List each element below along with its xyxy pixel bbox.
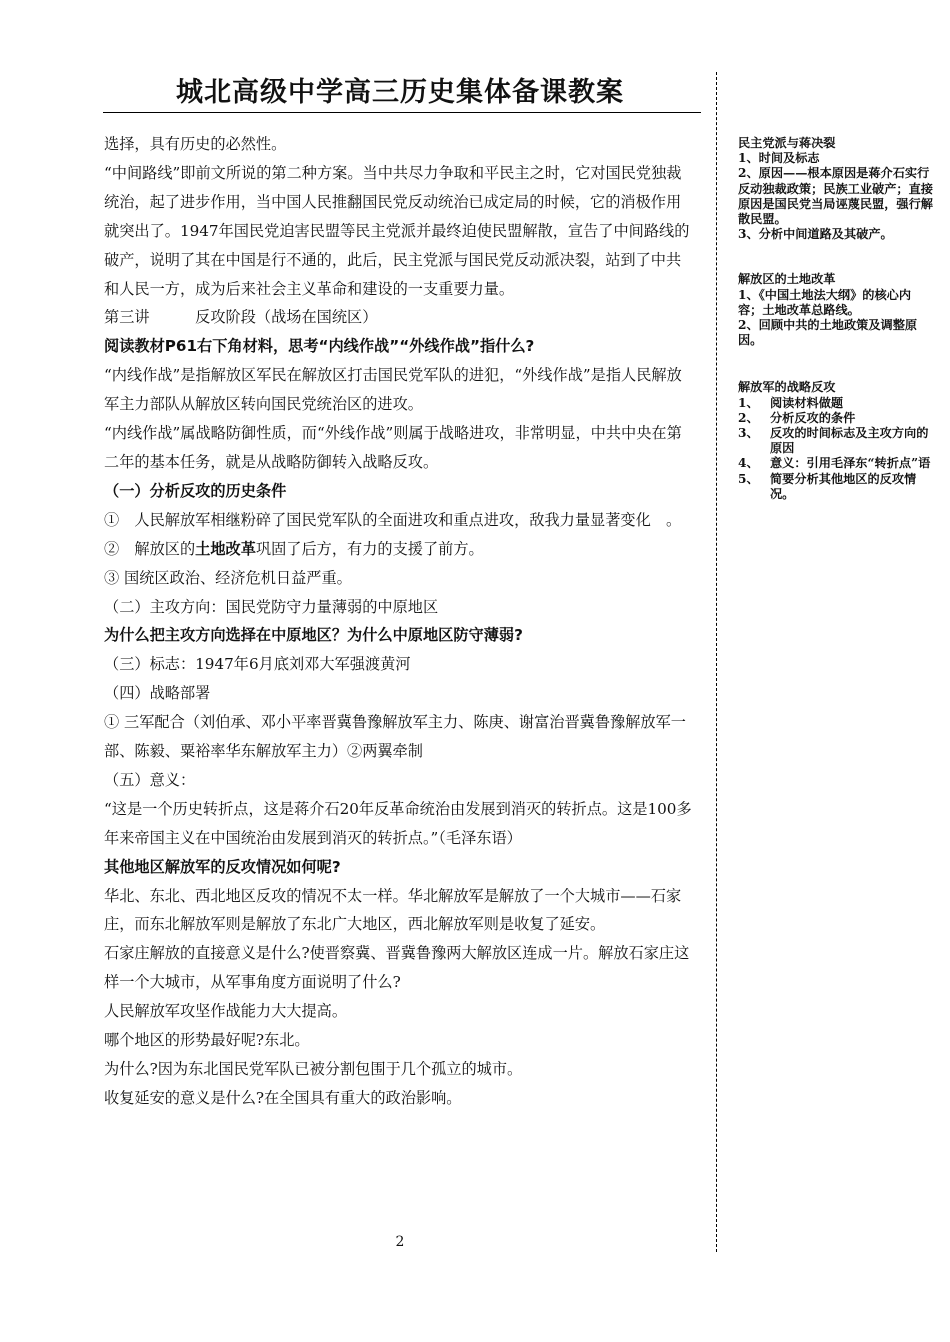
note-title: 解放区的土地改革 xyxy=(738,272,836,287)
note-spacer xyxy=(738,348,934,380)
margin-notes xyxy=(738,136,934,502)
condition-text: 巩固了后方，有力的支援了前方。 xyxy=(255,539,484,558)
note-number: 1、 xyxy=(738,395,759,410)
note-text: 分析反攻的条件 xyxy=(770,410,856,425)
note-number: 3、 xyxy=(738,426,759,441)
condition-item: ③ 国统区政治、经济危机日益严重。 xyxy=(104,568,352,587)
note-text: 阅读材料做题 xyxy=(770,395,844,410)
paragraph: 选择，具有历史的必然性。 xyxy=(104,135,287,153)
paragraph: 石家庄解放的直接意义是什么?使晋察冀、晋冀鲁豫两大解放区连成一片。解放石家庄这样一个大城市，从军事角度方面说明了什么? xyxy=(104,944,690,992)
note-text: 反攻的时间标志及主攻方向的原因 xyxy=(770,426,929,456)
paragraph: “中间路线”即前文所说的第二种方案。当中共尽力争取和平民主之时，它对国民党独裁统治，起了进步作用，当中国人民推翻国民党反动统治已成定局的时候，它的消极作用就突出了。1947年国民党迫害民盟等民主党派并最终迫使民盟解散，宣告了中间路线的破产，说明了其在中国是行不通的，此后，民主党派与国民党反动派决裂，站到了中共和人民一方，成为后来社会主义革命和建设的一支重要力量。 xyxy=(104,163,690,298)
note-number: 5、 xyxy=(738,471,759,486)
note-item xyxy=(738,426,934,456)
section-heading: （二）主攻方向：国民党防守力量薄弱的中原地区 xyxy=(104,597,439,616)
section-heading: （三）标志：1947年6月底刘邓大军强渡黄河 xyxy=(104,655,411,674)
note-title: 解放军的战略反攻 xyxy=(738,380,836,395)
note-text: 意义：引用毛泽东“转折点”语 xyxy=(770,456,931,471)
page-number: 2 xyxy=(395,1234,405,1250)
note-number: 4、 xyxy=(738,456,759,471)
paragraph: “内线作战”是指解放区军民在解放区打击国民党军队的进犯，“外线作战”是指人民解放军主力部队从解放区转向国民党统治区的进攻。 xyxy=(104,366,682,414)
note-text: 简要分析其他地区的反攻情况。 xyxy=(770,471,917,501)
note-item xyxy=(738,396,934,411)
note-item: 2、回顾中共的土地政策及调整原因。 xyxy=(738,318,918,348)
section-heading: （一）分析反攻的历史条件 xyxy=(104,481,287,500)
note-item xyxy=(738,472,934,502)
section-heading: （五）意义： xyxy=(104,770,196,789)
lecture-heading: 第三讲 反攻阶段（战场在国统区） xyxy=(104,308,378,327)
paragraph: 为什么?因为东北国民党军队已被分割包围于几个孤立的城市。 xyxy=(104,1060,523,1078)
column-divider xyxy=(716,72,717,1252)
paragraph: ① 三军配合（刘伯承、邓小平率晋冀鲁豫解放军主力、陈庚、谢富治晋冀鲁豫解放军一部、陈毅、粟裕率华东解放军主力）②两翼牵制 xyxy=(104,713,686,761)
paragraph: 哪个地区的形势最好呢?东北。 xyxy=(104,1031,310,1050)
question: 为什么把主攻方向选择在中原地区？为什么中原地区防守薄弱? xyxy=(104,626,523,645)
note-item: 1、时间及标志 xyxy=(738,151,820,166)
note-item: 1、《中国土地法大纲》的核心内容；土地改革总路线。 xyxy=(738,287,912,317)
main-column xyxy=(104,130,694,1113)
note-item: 2、原因——根本原因是蒋介石实行反动独裁政策；民族工业破产；直接原因是国民党当局诬蔑民盟，强行解散民盟。 xyxy=(738,166,933,227)
section-heading: （四）战略部署 xyxy=(104,684,211,703)
note-item xyxy=(738,411,934,426)
quotation: “这是一个历史转折点，这是蒋介石20年反革命统治由发展到消灭的转折点。这是100多年来帝国主义在中国统治由发展到消灭的转折点。”（毛泽东语） xyxy=(104,799,692,847)
page-title: 城北高级中学高三历史集体备课教案 xyxy=(176,77,624,108)
keyword: 土地改革 xyxy=(195,539,256,558)
note-spacer xyxy=(738,242,934,272)
paragraph: 华北、东北、西北地区反攻的情况不太一样。华北解放军是解放了一个大城市——石家庄，而东北解放军则是解放了东北广大地区，西北解放军则是收复了延安。 xyxy=(104,886,682,934)
question: 其他地区解放军的反攻情况如何呢? xyxy=(104,857,341,876)
paragraph: “内线作战”属战略防御性质，而“外线作战”则属于战略进攻，非常明显，中共中央在第二年的基本任务，就是从战略防御转入战略反攻。 xyxy=(104,424,682,471)
condition-item xyxy=(104,535,694,564)
note-title: 民主党派与蒋决裂 xyxy=(738,136,836,150)
condition-text: ② 解放区的 xyxy=(104,539,196,558)
note-item xyxy=(738,456,934,471)
note-item: 3、分析中间道路及其破产。 xyxy=(738,227,893,242)
title-underline xyxy=(103,112,701,113)
question: 阅读教材P61右下角材料，思考“内线作战”“外线作战”指什么? xyxy=(104,337,535,356)
paragraph: 人民解放军攻坚作战能力大大提高。 xyxy=(104,1002,347,1021)
paragraph: 收复延安的意义是什么?在全国具有重大的政治影响。 xyxy=(104,1088,462,1107)
note-number: 2、 xyxy=(738,410,759,425)
condition-item: ① 人民解放军相继粉碎了国民党军队的全面进攻和重点进攻，敌我力量显著变化 。 xyxy=(104,510,682,529)
